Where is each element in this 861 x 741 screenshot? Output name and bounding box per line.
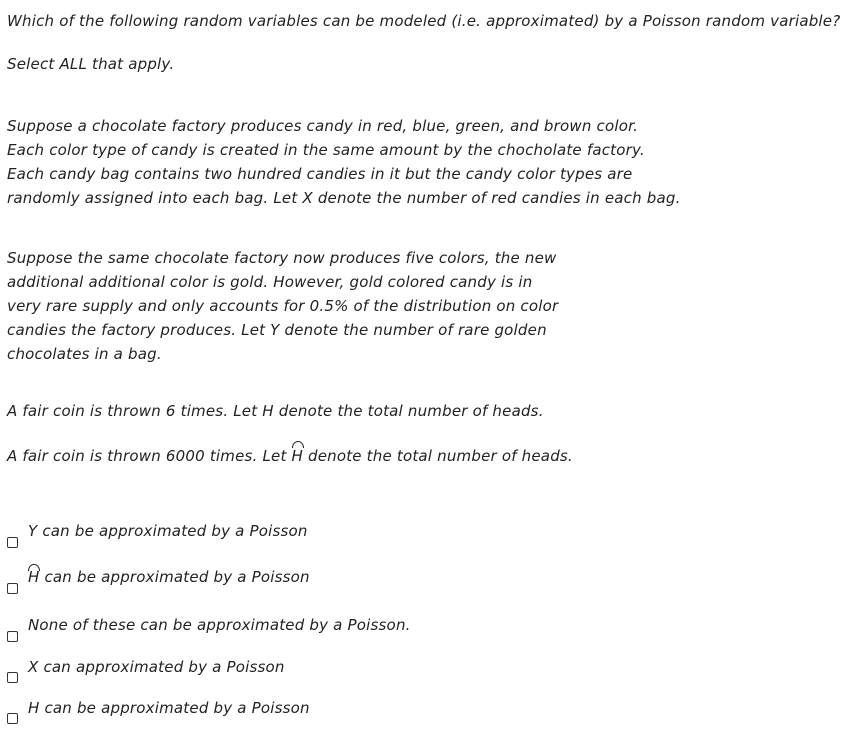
option-h-checkbox[interactable] — [7, 713, 18, 724]
option-y-label: Y can be approximated by a Poisson — [28, 522, 308, 540]
option-h[interactable] — [0, 698, 861, 728]
option-hhat-checkbox[interactable] — [7, 583, 18, 594]
option-x-label: X can approximated by a Poisson — [28, 658, 285, 676]
scenario-hhat-text — [7, 444, 573, 468]
scenario-h-text: A fair coin is thrown 6 times. Let H denote the total number of heads. — [7, 402, 544, 420]
option-none[interactable] — [0, 615, 861, 645]
option-h-label: H can be approximated by a Poisson — [28, 699, 310, 717]
scenario-hhat-suffix: denote the total number of heads. — [303, 447, 573, 465]
option-y[interactable] — [0, 521, 861, 551]
scenario-y-text: Suppose the same chocolate factory now produces five colors, the new additional additional color is gold. However, gold colored candy is in very rare supply and only accounts for 0.5% of the distribution on color candies the factory produces. Let Y denote the number of rare golden chocolates in a bag. — [7, 249, 559, 363]
scenario-x-text: Suppose a chocolate factory produces candy in red, blue, green, and brown color. Each color type of candy is created in the same amount by the chocholate factory. Each candy bag contains two hundred candies in it but the candy color types are randomly assigned into each bag. Let X denote the number of red candies in each bag. — [7, 117, 681, 207]
option-none-checkbox[interactable] — [7, 631, 18, 642]
option-hhat-label — [28, 567, 310, 587]
question-prompt: Which of the following random variables can be modeled (i.e. approximated) by a Poisson random variable? — [7, 12, 841, 30]
option-none-label: None of these can be approximated by a Poisson. — [28, 616, 411, 634]
option-x[interactable] — [0, 657, 861, 687]
option-hhat-label-text: can be approximated by a Poisson — [39, 568, 310, 586]
question-instruction: Select ALL that apply. — [7, 55, 175, 73]
h-hat-symbol: H — [292, 444, 303, 468]
option-hhat-symbol: H — [28, 568, 40, 586]
option-hhat[interactable] — [0, 567, 861, 597]
option-x-checkbox[interactable] — [7, 672, 18, 683]
option-y-checkbox[interactable] — [7, 537, 18, 548]
scenario-hhat-prefix: A fair coin is thrown 6000 times. Let — [7, 447, 292, 465]
